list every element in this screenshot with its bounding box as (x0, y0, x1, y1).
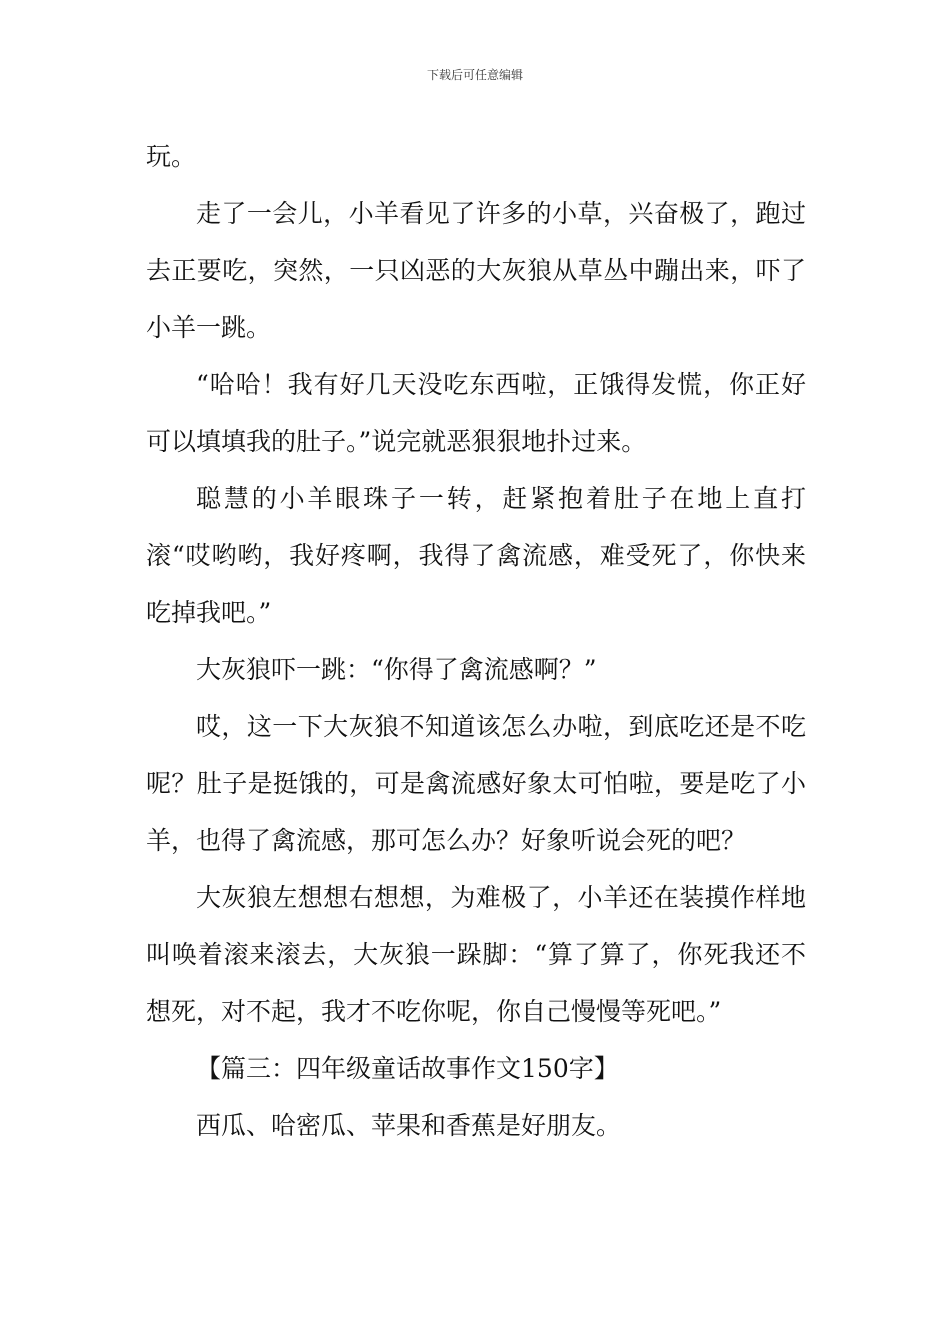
paragraph-continuation: 玩。 (146, 142, 197, 171)
paragraph-fruit-friends: 西瓜、哈密瓜、苹果和香蕉是好朋友。 (196, 1111, 622, 1140)
paragraph-wolf-speaks: “哈哈！我有好几天没吃东西啦，正饿得发慌，你正好可以填填我的肚子。”说完就恶狠狠地扑过来。 (146, 370, 806, 456)
paragraph-sheep-pretends: 聪慧的小羊眼珠子一转，赶紧抱着肚子在地上直打滚“哎哟哟，我好疼啊，我得了禽流感，难受死了，你快来吃掉我吧。” (146, 484, 806, 627)
paragraph-sheep-sees-grass: 走了一会儿，小羊看见了许多的小草，兴奋极了，跑过去正要吃，突然，一只凶恶的大灰狼从草丛中蹦出来，吓了小羊一跳。 (146, 199, 806, 342)
section-heading: 【篇三：四年级童话故事作文150字】 (196, 1054, 619, 1083)
paragraph-wolf-startled: 大灰狼吓一跳：“你得了禽流感啊？” (196, 655, 597, 684)
paragraph-wolf-hesitates: 哎，这一下大灰狼不知道该怎么办啦，到底吃还是不吃呢？肚子是挺饿的，可是禽流感好象太可怕啦，要是吃了小羊，也得了禽流感，那可怎么办？好象听说会死的吧？ (146, 712, 806, 855)
page-header: 下载后可任意编辑 (426, 68, 523, 82)
paragraph-wolf-gives-up: 大灰狼左想想右想想，为难极了，小羊还在装摸作样地叫唤着滚来滚去，大灰狼一跺脚：“算了算了，你死我还不想死，对不起，我才不吃你呢，你自己慢慢等死吧。” (146, 883, 806, 1026)
document-body (146, 128, 806, 1154)
